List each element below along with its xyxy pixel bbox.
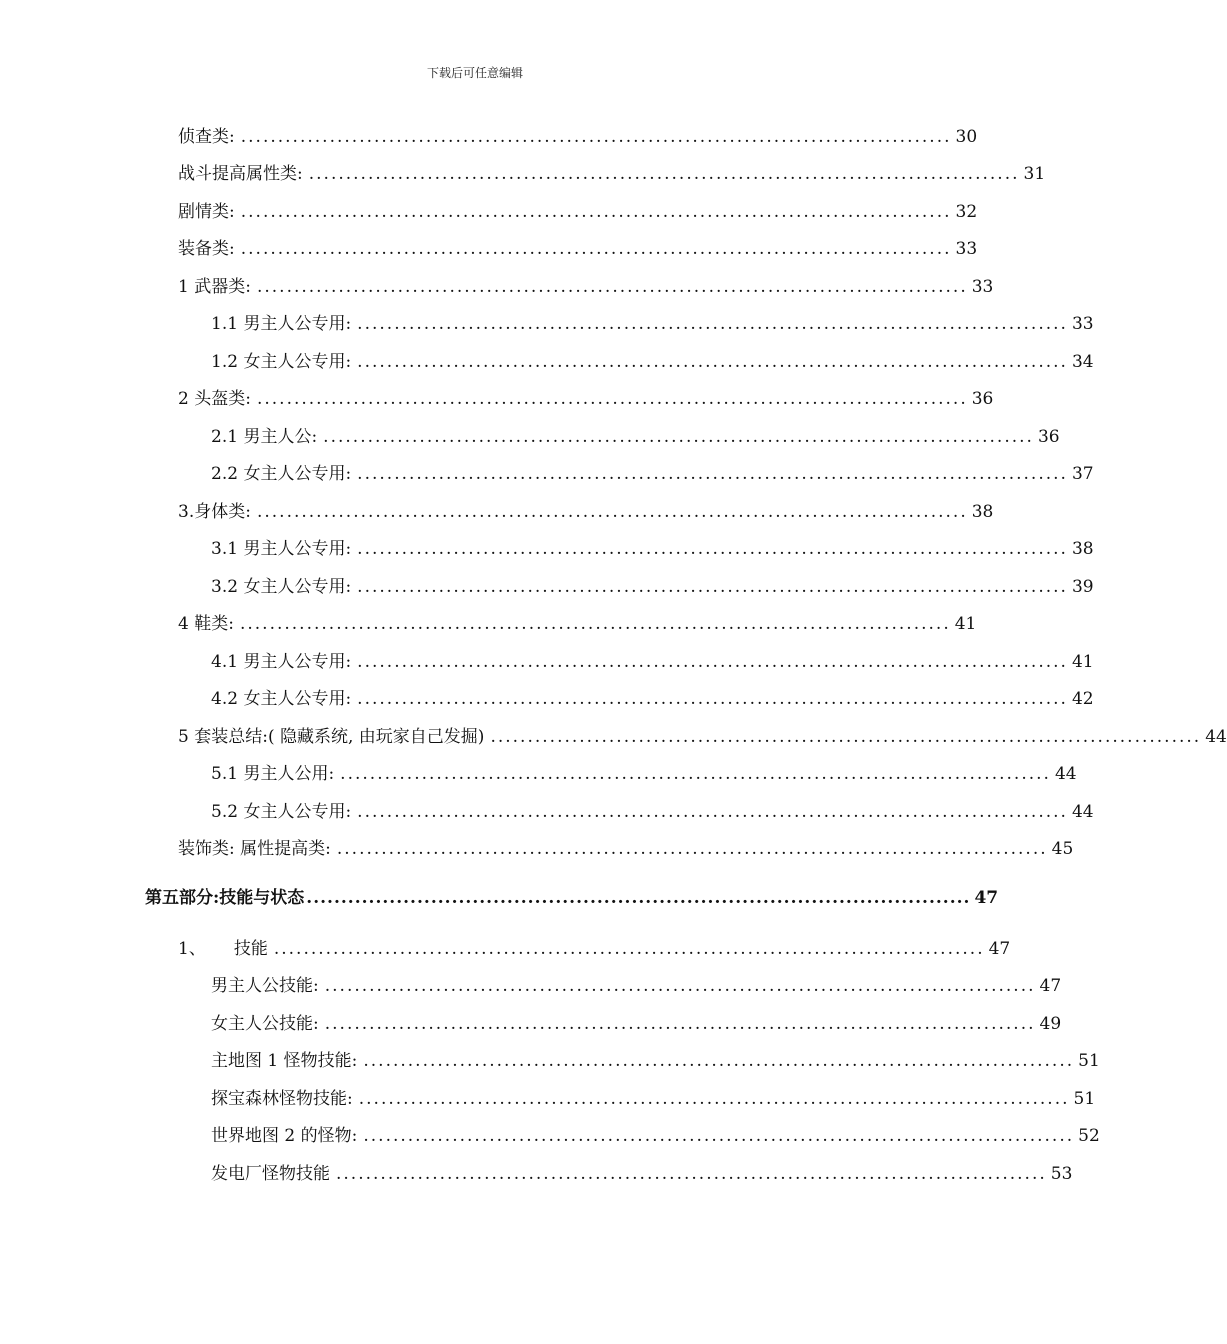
toc-page-number: 49	[1039, 1014, 1062, 1034]
toc-entry-label: 2.2 女主人公专用:	[211, 464, 352, 484]
toc-page-number: 38	[1071, 539, 1094, 559]
toc-entry-label: 5.1 男主人公用:	[211, 764, 335, 784]
toc-page-number: 45	[1051, 839, 1074, 859]
toc-leader-dots: ................................................................................................	[357, 539, 1068, 559]
toc-entry[interactable]	[211, 1087, 1096, 1111]
toc-entry[interactable]	[211, 575, 1094, 599]
toc-leader-dots: ................................................................................................	[357, 314, 1068, 334]
toc-entry[interactable]	[211, 462, 1094, 486]
toc-entry[interactable]	[211, 350, 1094, 374]
toc-entry-label: 4.2 女主人公专用:	[211, 689, 352, 709]
toc-leader-dots: ................................................................................................	[340, 764, 1051, 784]
toc-entry[interactable]	[178, 725, 1227, 749]
toc-entry[interactable]	[211, 1124, 1100, 1148]
toc-entry-label: 侦查类:	[178, 127, 235, 147]
toc-entry[interactable]	[211, 312, 1094, 336]
toc-page-number: 47	[988, 939, 1011, 959]
toc-entry-label: 探宝森林怪物技能:	[211, 1089, 353, 1109]
toc-page-number: 38	[971, 502, 994, 522]
toc-leader-dots: ................................................................................................	[358, 1089, 1070, 1109]
toc-entry-label: 战斗提高属性类:	[178, 164, 303, 184]
toc-page-number: 33	[955, 239, 978, 259]
toc-leader-dots: ................................................................................................	[363, 1051, 1075, 1071]
toc-entry[interactable]	[211, 687, 1094, 711]
toc-page-number: 51	[1073, 1089, 1096, 1109]
toc-entry-label: 男主人公技能:	[211, 976, 319, 996]
toc-part-heading[interactable]	[145, 886, 999, 910]
toc-entry-label: 装备类:	[178, 239, 235, 259]
toc-entry-label: 世界地图 2 的怪物:	[211, 1126, 358, 1146]
toc-leader-dots: ................................................................................................	[256, 389, 968, 409]
toc-page-number: 52	[1078, 1126, 1100, 1146]
toc-page-number: 39	[1071, 577, 1094, 597]
toc-entry[interactable]	[178, 500, 994, 524]
toc-page-number: 41	[954, 614, 977, 634]
toc-entry[interactable]	[211, 425, 1060, 449]
toc-leader-dots: ................................................................................................	[256, 502, 968, 522]
toc-leader-dots: ................................................................................................	[273, 939, 985, 959]
toc-page-number: 44	[1054, 764, 1077, 784]
toc-entry-label: 4 鞋类:	[178, 614, 234, 634]
toc-entry[interactable]	[211, 1162, 1073, 1186]
toc-entry-number: 1、	[178, 939, 206, 959]
toc-page-number: 36	[971, 389, 994, 409]
toc-entry[interactable]	[178, 612, 977, 636]
toc-page-number: 44	[1205, 727, 1227, 747]
toc-leader-dots: ................................................................................................	[357, 352, 1068, 372]
toc-leader-dots: ................................................................................................	[357, 577, 1068, 597]
toc-entry[interactable]	[211, 650, 1094, 674]
toc-leader-dots: ................................................................................................	[256, 277, 968, 297]
toc-page-number: 37	[1071, 464, 1094, 484]
toc-page-number: 36	[1037, 427, 1060, 447]
toc-leader-dots: ................................................................................................	[240, 202, 952, 222]
toc-page-number: 30	[955, 127, 978, 147]
toc-entry[interactable]	[211, 974, 1062, 998]
toc-page-number: 41	[1071, 652, 1094, 672]
toc-entry-label: 2 头盔类:	[178, 389, 251, 409]
page-header: 下载后可任意编辑	[426, 66, 523, 80]
toc-entry[interactable]	[211, 800, 1094, 824]
toc-entry-label: 2.1 男主人公:	[211, 427, 318, 447]
toc-leader-dots: ................................................................................................	[357, 464, 1068, 484]
toc-entry-label: 主地图 1 怪物技能:	[211, 1051, 358, 1071]
toc-page-number: 32	[955, 202, 978, 222]
toc-entry[interactable]	[211, 1012, 1062, 1036]
toc-page-number: 47	[974, 888, 999, 908]
toc-leader-dots: ................................................................................................	[336, 1164, 1047, 1184]
toc-page-number: 34	[1071, 352, 1094, 372]
toc-entry[interactable]	[178, 937, 1011, 961]
toc-leader-dots: ................................................................................................	[324, 976, 1036, 996]
toc-entry-label: 1.1 男主人公专用:	[211, 314, 352, 334]
toc-entry[interactable]	[211, 762, 1077, 786]
toc-part-label: 第五部分:技能与状态	[145, 888, 305, 908]
toc-entry[interactable]	[178, 387, 994, 411]
toc-entry-label: 1 武器类:	[178, 277, 251, 297]
toc-entry[interactable]	[178, 837, 1074, 861]
toc-entry-label: 5 套装总结:( 隐藏系统, 由玩家自己发掘)	[178, 727, 485, 747]
toc-entry[interactable]	[178, 275, 994, 299]
toc-entry-label: 剧情类:	[178, 202, 235, 222]
toc-leader-dots: ................................................................................................	[363, 1126, 1075, 1146]
toc-entry[interactable]	[178, 162, 1046, 186]
toc-page-number: 31	[1023, 164, 1046, 184]
toc-entry-label: 技能	[233, 939, 268, 959]
toc-page-number: 47	[1039, 976, 1062, 996]
toc-page-number: 44	[1071, 802, 1094, 822]
toc-leader-dots: ................................................................................................	[357, 802, 1068, 822]
toc-entry[interactable]	[178, 200, 978, 224]
toc-entry-label: 4.1 男主人公专用:	[211, 652, 352, 672]
toc-leader-dots: ................................................................................................	[240, 127, 952, 147]
toc-page-number: 33	[971, 277, 994, 297]
toc-entry[interactable]	[178, 237, 978, 261]
toc-leader-dots: ................................................................................................	[357, 652, 1068, 672]
toc-leader-dots: ................................................................................................	[308, 164, 1020, 184]
toc-leader-dots: ................................................................................................	[324, 1014, 1036, 1034]
toc-entry-label: 发电厂怪物技能	[211, 1164, 330, 1184]
toc-entry-label: 3.2 女主人公专用:	[211, 577, 352, 597]
toc-leader-dots: ................................................................................................	[323, 427, 1034, 447]
toc-leader-dots: ................................................................................................	[239, 614, 951, 634]
toc-entry-label: 女主人公技能:	[211, 1014, 319, 1034]
toc-entry[interactable]	[178, 125, 978, 149]
toc-entry-label: 装饰类: 属性提高类:	[178, 839, 331, 859]
toc-leader-dots: ................................................................................................	[306, 888, 971, 908]
toc-leader-dots: ................................................................................................	[336, 839, 1048, 859]
toc-page-number: 33	[1071, 314, 1094, 334]
toc-page-number: 42	[1071, 689, 1094, 709]
toc-entry-label: 5.2 女主人公专用:	[211, 802, 352, 822]
toc-entry[interactable]	[211, 1049, 1100, 1073]
toc-leader-dots: ................................................................................................	[357, 689, 1068, 709]
toc-page-number: 53	[1050, 1164, 1073, 1184]
toc-page-number: 51	[1078, 1051, 1100, 1071]
toc-entry[interactable]	[211, 537, 1094, 561]
toc-leader-dots: ................................................................................................	[490, 727, 1202, 747]
toc-entry-label: 3.身体类:	[178, 502, 251, 522]
toc-leader-dots: ................................................................................................	[240, 239, 952, 259]
toc-entry-label: 1.2 女主人公专用:	[211, 352, 352, 372]
toc-entry-label: 3.1 男主人公专用:	[211, 539, 352, 559]
